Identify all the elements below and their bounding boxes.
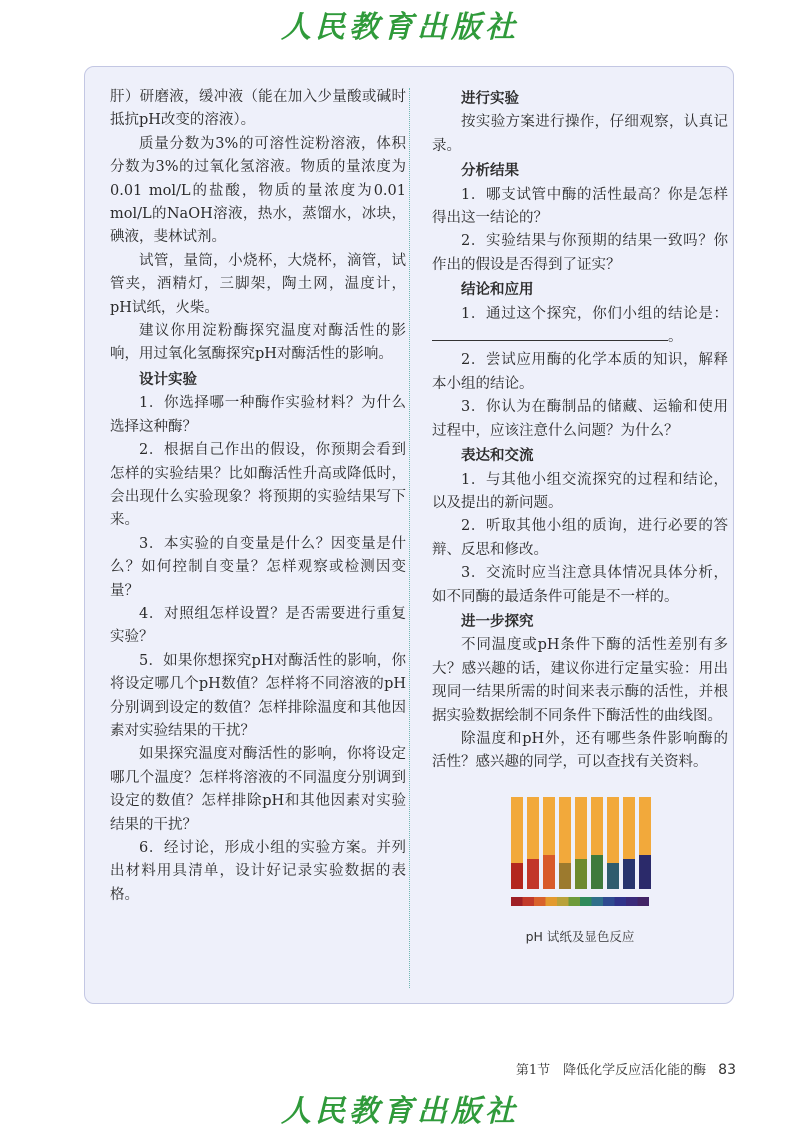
paragraph: 3．本实验的自变量是什么？因变量是什么？如何控制自变量？怎样观察或检测因变量？ xyxy=(110,535,406,599)
section-heading: 进行实验 xyxy=(461,91,519,107)
ph-test-strip xyxy=(559,797,571,889)
ph-color-scale-cell xyxy=(546,897,558,906)
paragraph: 除温度和pH外，还有哪些条件影响酶的活性？感兴趣的同学，可以查找有关资料。 xyxy=(432,730,728,771)
paragraph: 6．经讨论，形成小组的实验方案。并列出材料用具清单，设计好记录实验数据的表格。 xyxy=(110,840,406,903)
ph-color-scale-cell xyxy=(569,897,581,906)
section-heading: 分析结果 xyxy=(461,163,519,180)
paragraph: 2．实验结果与你预期的结果一致吗？你作出的假设是否得到了证实？ xyxy=(432,233,728,273)
ph-color-scale-cell xyxy=(557,897,569,906)
ph-color-scale-cell xyxy=(534,897,546,906)
right-column-text xyxy=(432,88,728,775)
ph-color-scale-cell xyxy=(523,897,535,906)
section-heading: 设计实验 xyxy=(139,371,197,388)
section-heading: 表达和交流 xyxy=(461,448,534,465)
ph-color-scale-cell xyxy=(580,897,592,906)
paragraph: 5．如果你想探究pH对酶活性的影响，你将设定哪几个pH数值？怎样将不同溶液的pH分别调到设定的数值？怎样排除温度和其他因素对实验结果的干扰？ xyxy=(110,652,406,739)
paragraph: 肝）研磨液，缓冲液（能在加入少量酸或碱时抵抗pH改变的溶液）。 xyxy=(110,89,406,129)
paragraph: 1．与其他小组交流探究的过程和结论，以及提出的新问题。 xyxy=(432,471,728,511)
paragraph-text: 。 xyxy=(668,329,683,346)
section-heading: 进一步探究 xyxy=(461,613,534,630)
publisher-logo-top: 人民教育出版社 xyxy=(281,10,519,45)
column-divider xyxy=(409,88,410,988)
figure-caption: pH 试纸及显色反应 xyxy=(525,928,635,944)
answer-blank-line xyxy=(432,326,668,341)
ph-test-strip xyxy=(575,797,587,889)
paragraph: 2．尝试应用酶的化学本质的知识，解释本小组的结论。 xyxy=(432,352,728,392)
paragraph: 按实验方案进行操作，仔细观察，认真记录。 xyxy=(432,114,728,154)
paragraph-text: 1．通过这个探究，你们小组的结论是： xyxy=(461,305,728,322)
ph-paper-illustration xyxy=(505,791,655,919)
ph-color-scale-cell xyxy=(603,897,615,906)
ph-test-strip xyxy=(639,797,651,889)
paragraph: 2．根据自己作出的假设，你预期会看到怎样的实验结果？比如酶活性升高或降低时，会出现什么实验现象？将预期的实验结果写下来。 xyxy=(110,442,406,529)
ph-color-scale-cell xyxy=(615,897,627,906)
paragraph: 1．哪支试管中酶的活性最高？你是怎样得出这一结论的？ xyxy=(432,186,728,227)
paragraph: 3．你认为在酶制品的储藏、运输和使用过程中，应该注意什么问题？为什么？ xyxy=(432,399,728,439)
paragraph: 不同温度或pH条件下酶的活性差别有多大？感兴趣的话，建议你进行定量实验：用出现同一结果所需的时间来表示酶的活性，并根据实验数据绘制不同条件下酶活性的曲线图。 xyxy=(432,637,728,724)
paragraph: 质量分数为3%的可溶性淀粉溶液，体积分数为3%的过氧化氢溶液。物质的量浓度为0.01 mol/L的盐酸，物质的量浓度为0.01 mol/L的NaOH溶液，热水，蒸馏水，冰块，碘液，斐林试剂。 xyxy=(110,135,406,246)
ph-test-strip xyxy=(607,797,619,889)
paragraph: 建议你用淀粉酶探究温度对酶活性的影响，用过氧化氢酶探究pH对酶活性的影响。 xyxy=(110,323,406,363)
ph-test-strip xyxy=(623,797,635,889)
left-column xyxy=(110,86,406,907)
publisher-logo-bottom: 人民教育出版社 xyxy=(281,1094,519,1129)
ph-test-strip xyxy=(511,797,523,889)
right-column xyxy=(432,86,728,948)
ph-color-scale-cell xyxy=(626,897,638,906)
ph-test-strip xyxy=(543,797,555,889)
page-footer xyxy=(516,1059,736,1078)
footer-section-title: 第1节 降低化学反应活化能的酶 xyxy=(515,1063,707,1078)
section-heading: 结论和应用 xyxy=(461,282,534,299)
ph-color-scale-cell xyxy=(592,897,604,906)
ph-paper-figure xyxy=(432,791,728,948)
paragraph: 4．对照组怎样设置？是否需要进行重复实验？ xyxy=(110,605,406,646)
paragraph: 试管，量筒，小烧杯，大烧杯，滴管，试管夹，酒精灯，三脚架，陶土网，温度计，pH试纸，火柴。 xyxy=(110,252,406,316)
paragraph: 2．听取其他小组的质询，进行必要的答辩、反思和修改。 xyxy=(432,518,728,558)
ph-color-scale-cell xyxy=(638,897,650,906)
paragraph-with-blank xyxy=(432,303,728,350)
ph-test-strip xyxy=(527,797,539,889)
ph-color-scale-cell xyxy=(511,897,523,906)
ph-test-strip xyxy=(591,797,603,889)
paragraph: 3．交流时应当注意具体情况具体分析，如不同酶的最适条件可能是不一样的。 xyxy=(432,565,728,605)
paragraph: 1．你选择哪一种酶作实验材料？为什么选择这种酶？ xyxy=(110,395,406,435)
page-number: 83 xyxy=(718,1062,736,1078)
paragraph: 如果探究温度对酶活性的影响，你将设定哪几个温度？怎样将溶液的不同温度分别调到设定的数值？怎样排除pH和其他因素对实验结果的干扰？ xyxy=(110,746,406,833)
